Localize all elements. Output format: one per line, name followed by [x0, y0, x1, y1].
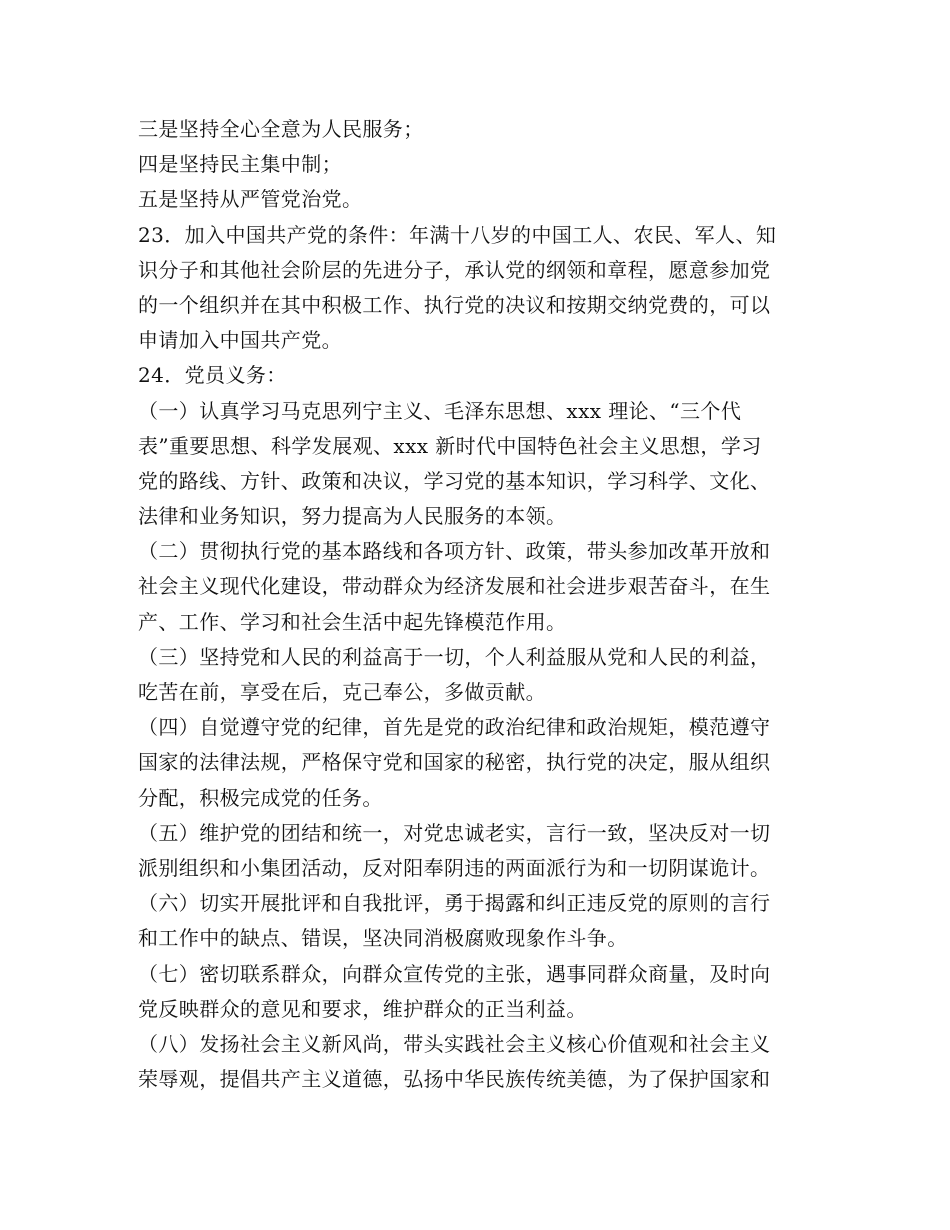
- text-line: 识分子和其他社会阶层的先进分子，承认党的纲领和章程，愿意参加党: [138, 257, 771, 282]
- text-line: 五是坚持从严管党治党。: [138, 187, 363, 212]
- text-line: 24．党员义务：: [138, 363, 287, 388]
- text-line: （八）发扬社会主义新风尚，带头实践社会主义核心价值观和社会主义: [138, 1031, 771, 1056]
- text-line: （一）认真学习马克思列宁主义、毛泽东思想、xxx 理论、“三个代: [138, 398, 742, 423]
- text-line: 法律和业务知识，努力提高为人民服务的本领。: [138, 504, 567, 529]
- text-line: 23．加入中国共产党的条件：年满十八岁的中国工人、农民、军人、知: [138, 222, 777, 247]
- text-line: 社会主义现代化建设，带动群众为经济发展和社会进步艰苦奋斗，在生: [138, 574, 771, 599]
- text-line: 派别组织和小集团活动，反对阳奉阴违的两面派行为和一切阴谋诡计。: [138, 855, 771, 880]
- text-line: 党的路线、方针、政策和决议，学习党的基本知识，学习科学、文化、: [138, 468, 771, 493]
- text-line: 的一个组织并在其中积极工作、执行党的决议和按期交纳党费的，可以: [138, 292, 771, 317]
- text-line: 和工作中的缺点、错误，坚决同消极腐败现象作斗争。: [138, 926, 628, 951]
- text-line: 四是坚持民主集中制；: [138, 152, 342, 177]
- text-line: （六）切实开展批评和自我批评，勇于揭露和纠正违反党的原则的言行: [138, 891, 771, 916]
- text-line: 三是坚持全心全意为人民服务；: [138, 117, 424, 141]
- text-line: 产、工作、学习和社会生活中起先锋模范作用。: [138, 609, 567, 634]
- text-line: 国家的法律法规，严格保守党和国家的秘密，执行党的决定，服从组织: [138, 750, 771, 775]
- text-line: 党反映群众的意见和要求，维护群众的正当利益。: [138, 996, 587, 1021]
- text-line: 吃苦在前，享受在后，克己奉公，多做贡献。: [138, 680, 546, 704]
- text-line: 申请加入中国共产党。: [138, 328, 342, 353]
- text-line: （三）坚持党和人民的利益高于一切，个人利益服从党和人民的利益，: [138, 644, 771, 669]
- text-line: （七）密切联系群众，向群众宣传党的主张，遇事同群众商量，及时向: [138, 961, 771, 986]
- text-line: 表”重要思想、科学发展观、xxx 新时代中国特色社会主义思想，学习: [138, 433, 762, 458]
- text-line: （二）贯彻执行党的基本路线和各项方针、政策，带头参加改革开放和: [138, 539, 771, 564]
- text-line: 分配，积极完成党的任务。: [138, 785, 383, 810]
- text-line: （五）维护党的团结和统一，对党忠诚老实，言行一致，坚决反对一切: [138, 820, 771, 845]
- text-line: 荣辱观，提倡共产主义道德，弘扬中华民族传统美德，为了保护国家和: [138, 1067, 771, 1092]
- text-line: （四）自觉遵守党的纪律，首先是党的政治纪律和政治规矩，模范遵守: [138, 715, 771, 740]
- document-body: [138, 112, 818, 1097]
